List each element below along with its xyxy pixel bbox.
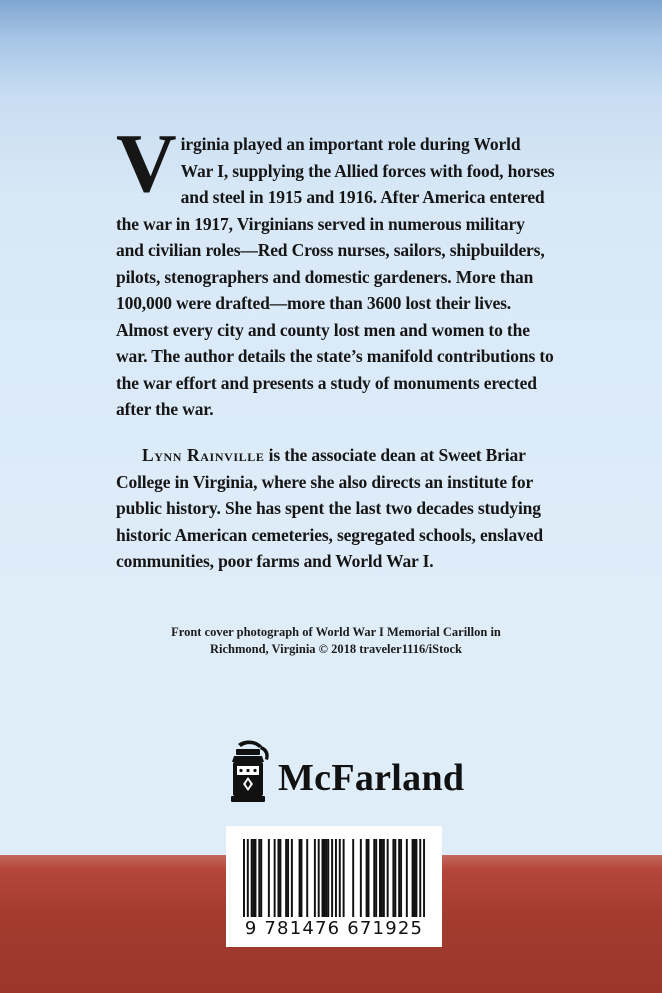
barcode-bar (381, 839, 383, 917)
barcode-bar (300, 839, 302, 917)
barcode-bar (343, 839, 345, 917)
barcode-bar (323, 839, 325, 917)
barcode-bar (394, 839, 396, 917)
drop-cap: V (116, 117, 177, 210)
barcode-bar (277, 839, 279, 917)
barcode-bar (327, 839, 329, 917)
description-text: irginia played an important role during World War I, supplying the Allied forces with food, horses and steel in 1915 and 1916. After America entered the war in 1917, Virginians served in numerous military and civilian roles—Red Cross nurses, sailors, shipbuilders, pilots, stenographers and domestic gardeners. More than 100,000 were drafted—more than 3600 lost their lives. Almost every city and county lost men and women to the war. The author details the state’s manifold contributions to the war effort and presents a study of monuments erected after the war. (116, 134, 555, 419)
publisher-logo (228, 738, 464, 808)
bio-paragraph (116, 442, 561, 575)
barcode-bar (360, 839, 362, 917)
author-bio (116, 442, 561, 575)
barcode-bar (306, 839, 308, 917)
barcode-bar (253, 839, 255, 917)
barcode-bars (243, 839, 425, 917)
barcode-bar (258, 839, 260, 917)
barcode-bar (274, 839, 276, 917)
barcode-bar (423, 839, 425, 917)
credit-line-2: Richmond, Virginia © 2018 traveler1116/iStock (209, 642, 463, 656)
description-paragraph (116, 117, 556, 423)
bio-text: is the associate dean at Sweet Briar College in Virginia, where she also directs an institute for public history. She has spent the last two decades studying historic American cemeteries, segregated schools, enslaved communities, poor farms and World War I. (116, 445, 543, 571)
barcode-bar (379, 839, 381, 917)
barcode-bar (251, 839, 253, 917)
barcode-bar (415, 839, 417, 917)
barcode-bar (331, 839, 333, 917)
credit-line-1: Front cover photograph of World War I Memorial Carillon in (171, 625, 501, 639)
barcode-bar (375, 839, 377, 917)
book-description (116, 117, 556, 423)
barcode-bar (339, 839, 341, 917)
barcode-bar (285, 839, 287, 917)
barcode-bar (419, 839, 421, 917)
barcode-bar (383, 839, 385, 917)
isbn-barcode (226, 826, 442, 947)
barcode-bar (373, 839, 375, 917)
barcode-bar (368, 839, 370, 917)
publisher-name: McFarland (278, 757, 465, 799)
barcode-bar (406, 839, 408, 917)
barcode-bar (392, 839, 394, 917)
barcode-bar (322, 839, 324, 917)
barcode-bar (268, 839, 270, 917)
barcode-bar (247, 839, 249, 917)
barcode-bar (318, 839, 320, 917)
photo-credit (140, 624, 532, 658)
barcode-bar (400, 839, 402, 917)
barcode-bar (398, 839, 400, 917)
barcode-bar (287, 839, 289, 917)
barcode-bar (325, 839, 327, 917)
barcode-bar (387, 839, 389, 917)
barcode-bar (352, 839, 354, 917)
lantern-icon (228, 740, 272, 806)
barcode-bar (279, 839, 281, 917)
barcode-bar (412, 839, 414, 917)
barcode-bar (414, 839, 416, 917)
barcode-bar (291, 839, 293, 917)
barcode-bar (335, 839, 337, 917)
barcode-bar (254, 839, 256, 917)
barcode-bar (366, 839, 368, 917)
author-name: Lynn Rainville (142, 445, 265, 465)
barcode-bar (260, 839, 262, 917)
barcode-bar (299, 839, 301, 917)
barcode-bar (314, 839, 316, 917)
barcode-bar (243, 839, 245, 917)
isbn-number: 9 781476 671925 (244, 918, 424, 939)
